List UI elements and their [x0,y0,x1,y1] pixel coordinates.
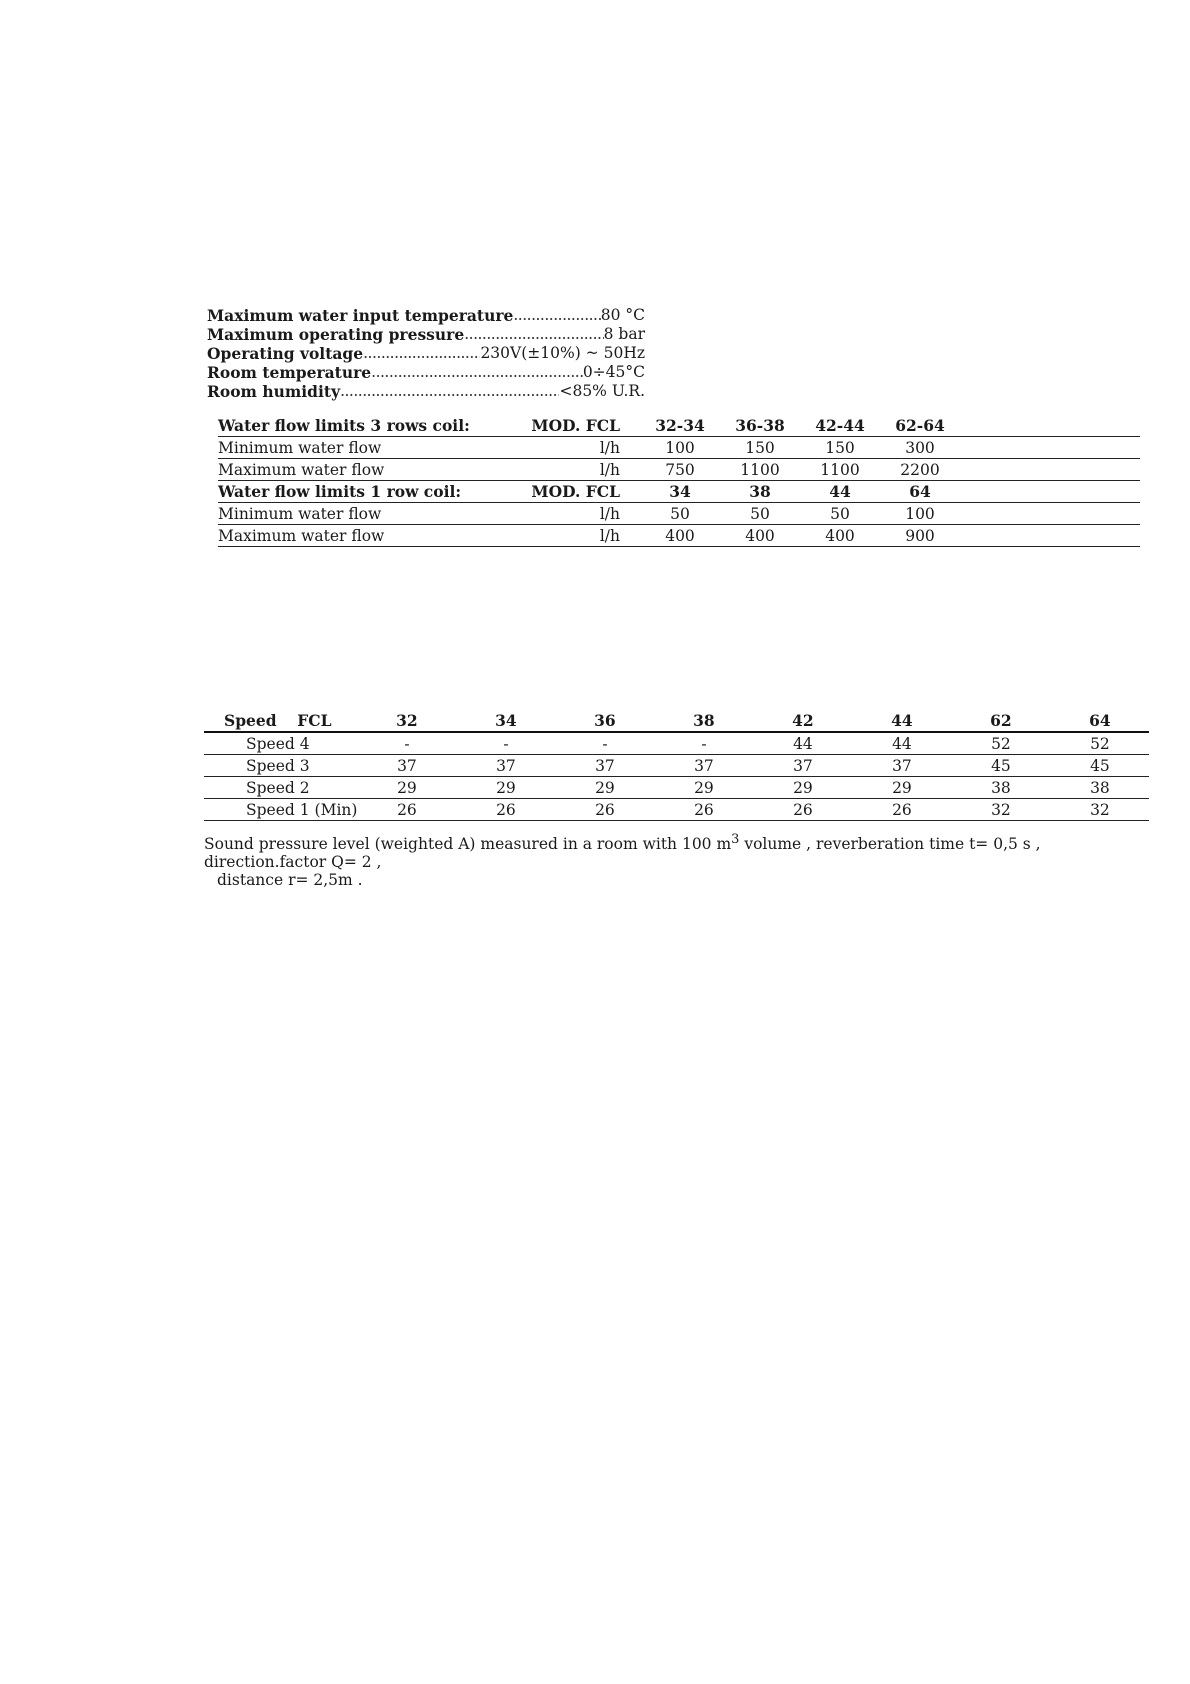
table-row [204,777,1149,799]
footnote-text: Sound pressure level (weighted A) measured in a room with 100 m [204,835,732,854]
table-row [204,732,1149,755]
value-cell: 150 [800,437,880,459]
value-cell: 50 [640,503,720,525]
value-cell: 29 [654,777,753,799]
value-cell: 45 [1050,755,1149,777]
value-cell: 50 [800,503,880,525]
value-cell: 400 [720,525,800,547]
value-cell: 52 [951,732,1050,755]
sound-footnote [204,831,1124,889]
value-cell: 300 [880,437,960,459]
value-cell: 37 [456,755,555,777]
spec-line [207,382,645,401]
value-cell: 26 [456,799,555,821]
value-cell: 26 [852,799,951,821]
value-cell: - [456,732,555,755]
dot-leader [513,306,600,325]
footnote-superscript: 3 [731,832,740,847]
model-header: 64 [880,481,960,503]
model-header: 38 [654,710,753,732]
spec-label: Room temperature [207,363,372,382]
value-cell: 150 [720,437,800,459]
table-row [204,799,1149,821]
spec-line [207,344,645,363]
dot-leader [340,382,559,401]
sound-pressure-table [204,710,1149,821]
spec-line [207,363,645,382]
model-header: 38 [720,481,800,503]
spec-value: <85% U.R. [559,382,645,400]
unit-cell: l/h [520,459,640,481]
water-flow-limits-table [218,415,1140,547]
value-cell: 26 [555,799,654,821]
value-cell: 100 [640,437,720,459]
value-cell: 44 [852,732,951,755]
value-cell: 37 [357,755,456,777]
unit-cell: l/h [520,525,640,547]
value-cell: - [357,732,456,755]
footnote-text: distance r= 2,5m . [217,871,363,890]
model-header: 34 [456,710,555,732]
value-cell: 45 [951,755,1050,777]
value-cell: 29 [753,777,852,799]
model-header: 36 [555,710,654,732]
speed-label: Speed 3 [204,755,357,777]
spec-label: Maximum water input temperature [207,306,514,325]
model-header: 32 [357,710,456,732]
dot-leader [363,344,480,363]
value-cell: 38 [1050,777,1149,799]
value-cell: 29 [456,777,555,799]
model-header: 62 [951,710,1050,732]
value-cell: - [654,732,753,755]
value-cell: 52 [1050,732,1149,755]
value-cell: 38 [951,777,1050,799]
value-cell: 26 [753,799,852,821]
section-title: Water flow limits 3 rows coil: [218,415,520,437]
table-row [218,525,1140,547]
table-header-row [204,710,1149,732]
model-header: 64 [1050,710,1149,732]
row-label: Minimum water flow [218,437,520,459]
unit-cell: l/h [520,503,640,525]
speed-header: Speed [204,710,297,732]
model-header: 42 [753,710,852,732]
spec-line [207,306,645,325]
value-cell: 29 [555,777,654,799]
value-cell: 400 [640,525,720,547]
model-header: 36-38 [720,415,800,437]
spec-label: Maximum operating pressure [207,325,465,344]
model-header: 42-44 [800,415,880,437]
value-cell: 1100 [800,459,880,481]
value-cell: 32 [1050,799,1149,821]
value-cell: 37 [852,755,951,777]
specifications-list [207,306,645,401]
spec-value: 0÷45°C [582,363,645,381]
table-row [218,459,1140,481]
value-cell: 26 [357,799,456,821]
value-cell: 26 [654,799,753,821]
spec-value: 230V(±10%) ~ 50Hz [480,344,645,362]
row-label: Maximum water flow [218,525,520,547]
mod-label: MOD. FCL [520,481,640,503]
table-row [218,503,1140,525]
value-cell: 750 [640,459,720,481]
spec-value: 8 bar [603,325,645,343]
mod-label: MOD. FCL [520,415,640,437]
value-cell: 2200 [880,459,960,481]
row-label: Minimum water flow [218,503,520,525]
value-cell: 32 [951,799,1050,821]
footnote-text: volume , reverberation time t= 0,5 s , direction.factor Q= 2 , [204,835,1041,872]
value-cell: 100 [880,503,960,525]
value-cell: 900 [880,525,960,547]
value-cell: 37 [753,755,852,777]
value-cell: 29 [357,777,456,799]
dot-leader [464,325,603,344]
fcl-header: FCL [297,710,357,732]
spec-value: 80 °C [600,306,645,324]
table-header-row [218,481,1140,503]
speed-label: Speed 1 (Min) [204,799,357,821]
table-header-row [218,415,1140,437]
value-cell: 44 [753,732,852,755]
table-row [204,755,1149,777]
spec-label: Operating voltage [207,344,364,363]
value-cell: - [555,732,654,755]
spec-label: Room humidity [207,382,341,401]
dot-leader [371,363,583,382]
value-cell: 50 [720,503,800,525]
value-cell: 29 [852,777,951,799]
model-header: 44 [800,481,880,503]
row-label: Maximum water flow [218,459,520,481]
spec-line [207,325,645,344]
value-cell: 37 [654,755,753,777]
model-header: 62-64 [880,415,960,437]
unit-cell: l/h [520,437,640,459]
section-title: Water flow limits 1 row coil: [218,481,520,503]
table-row [218,437,1140,459]
speed-label: Speed 2 [204,777,357,799]
value-cell: 1100 [720,459,800,481]
value-cell: 37 [555,755,654,777]
model-header: 34 [640,481,720,503]
value-cell: 400 [800,525,880,547]
model-header: 32-34 [640,415,720,437]
speed-label: Speed 4 [204,732,357,755]
model-header: 44 [852,710,951,732]
